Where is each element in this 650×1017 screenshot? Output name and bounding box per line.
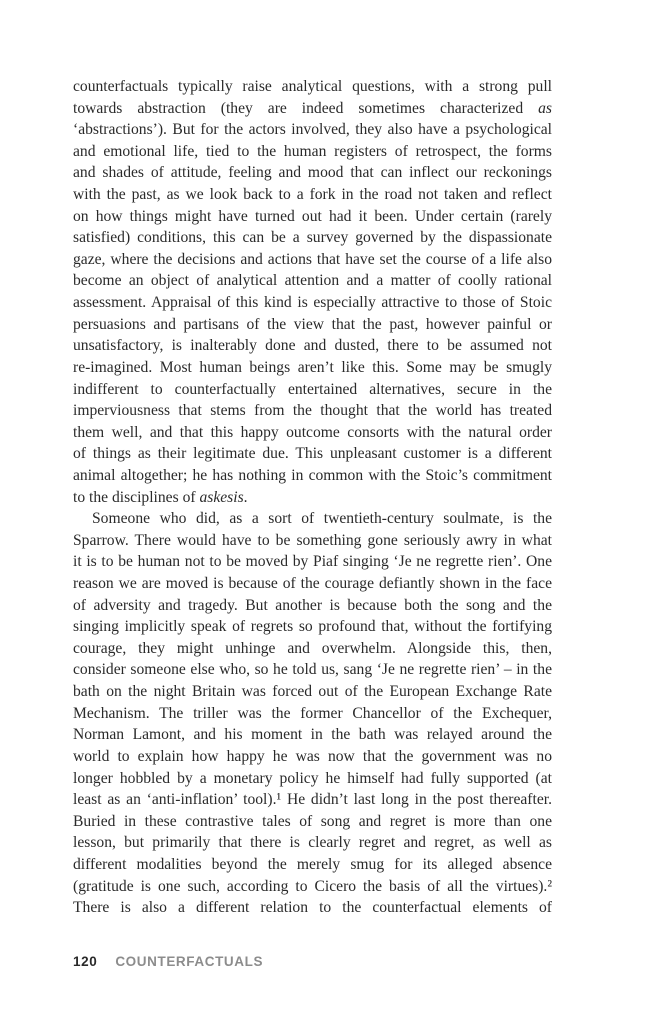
text-line: re-imagined. Most human beings aren’t like this. Some may be smugly: [73, 358, 552, 376]
paragraph-start-line: Someone who did, as a sort of twentieth-century soulmate, is the: [92, 510, 552, 528]
text-line: assessment. Appraisal of this kind is especially attractive to those of Stoic: [73, 294, 552, 312]
text-line: it is to be human not to be moved by Piaf singing ‘Je ne regrette rien’. One: [73, 553, 552, 571]
text-line: Sparrow. There would have to be something gone seriously awry in what: [73, 531, 552, 549]
text-line: towards abstraction (they are indeed sometimes characterized as: [73, 99, 552, 117]
italic-emphasis: as: [538, 99, 552, 117]
text-line: reason we are moved is because of the courage defiantly shown in the face: [73, 575, 552, 593]
text-line: least as an ‘anti-inflation’ tool).¹ He didn’t last long in the post thereafter.: [73, 791, 552, 809]
text-line: on how things might have turned out had it been. Under certain (rarely: [73, 207, 552, 225]
text-line: Norman Lamont, and his moment in the bath was relayed around the: [73, 726, 552, 744]
text-line: singing implicitly speak of regrets so profound that, without the fortifying: [73, 618, 552, 636]
text-line: indifferent to counterfactually entertained alternatives, secure in the: [73, 380, 552, 398]
text-line: lesson, but primarily that there is clearly regret and regret, as well as: [73, 834, 552, 852]
text-line: ‘abstractions’). But for the actors involved, they also have a psychological: [73, 121, 552, 139]
text-line: become an object of analytical attention and a matter of coolly rational: [73, 272, 552, 290]
text-line: gaze, where the decisions and actions that have set the course of a life also: [73, 250, 552, 268]
text-line: counterfactuals typically raise analytical questions, with a strong pull: [73, 78, 552, 95]
text-line: Mechanism. The triller was the former Chancellor of the Exchequer,: [73, 704, 552, 722]
text-line: persuasions and partisans of the view that the past, however painful or: [73, 315, 552, 333]
text-line: bath on the night Britain was forced out of the European Exchange Rate: [73, 683, 552, 701]
text-line: and emotional life, tied to the human registers of retrospect, the forms: [73, 142, 552, 160]
text-line: longer hobbled by a monetary policy he himself had fully supported (at: [73, 769, 552, 787]
text-line: imperviousness that stems from the thought that the world has treated: [73, 402, 552, 420]
text-line: with the past, as we look back to a fork in the road not taken and reflect: [73, 186, 552, 204]
text-line: world to explain how happy he was now that the government was no: [73, 747, 552, 765]
page-number: 120: [73, 954, 98, 969]
text-line: courage, they might unhinge and overwhelm. Alongside this, then,: [73, 639, 552, 657]
text-line: There is also a different relation to the counterfactual elements of: [73, 899, 552, 917]
running-head: COUNTERFACTUALS: [115, 954, 264, 969]
body-text: [73, 76, 552, 919]
text-line: of things as their legitimate due. This unpleasant customer is a different: [73, 445, 552, 463]
text-line: (gratitude is one such, according to Cicero the basis of all the virtues).²: [73, 877, 552, 895]
text-line: and shades of attitude, feeling and mood that can inflect our reckonings: [73, 164, 552, 182]
text-line: satisfied) conditions, this can be a survey governed by the dispassionate: [73, 229, 552, 247]
text-line: animal altogether; he has nothing in common with the Stoic’s commitment: [73, 466, 552, 484]
text-line: consider someone else who, so he told us, sang ‘Je ne regrette rien’ – in the: [73, 661, 552, 679]
text-line: Buried in these contrastive tales of song and regret is more than one: [73, 812, 552, 830]
page-footer: [73, 954, 263, 969]
text-line: them well, and that this happy outcome consorts with the natural order: [73, 423, 552, 441]
italic-emphasis: askesis: [199, 488, 244, 506]
text-line: different modalities beyond the merely smug for its alleged absence: [73, 855, 552, 873]
text-line: unsatisfactory, is inalterably done and dusted, there to be assumed not: [73, 337, 552, 355]
paragraph-end-line: to the disciplines of askesis.: [73, 488, 248, 506]
text-line: of adversity and tragedy. But another is because both the song and the: [73, 596, 552, 614]
